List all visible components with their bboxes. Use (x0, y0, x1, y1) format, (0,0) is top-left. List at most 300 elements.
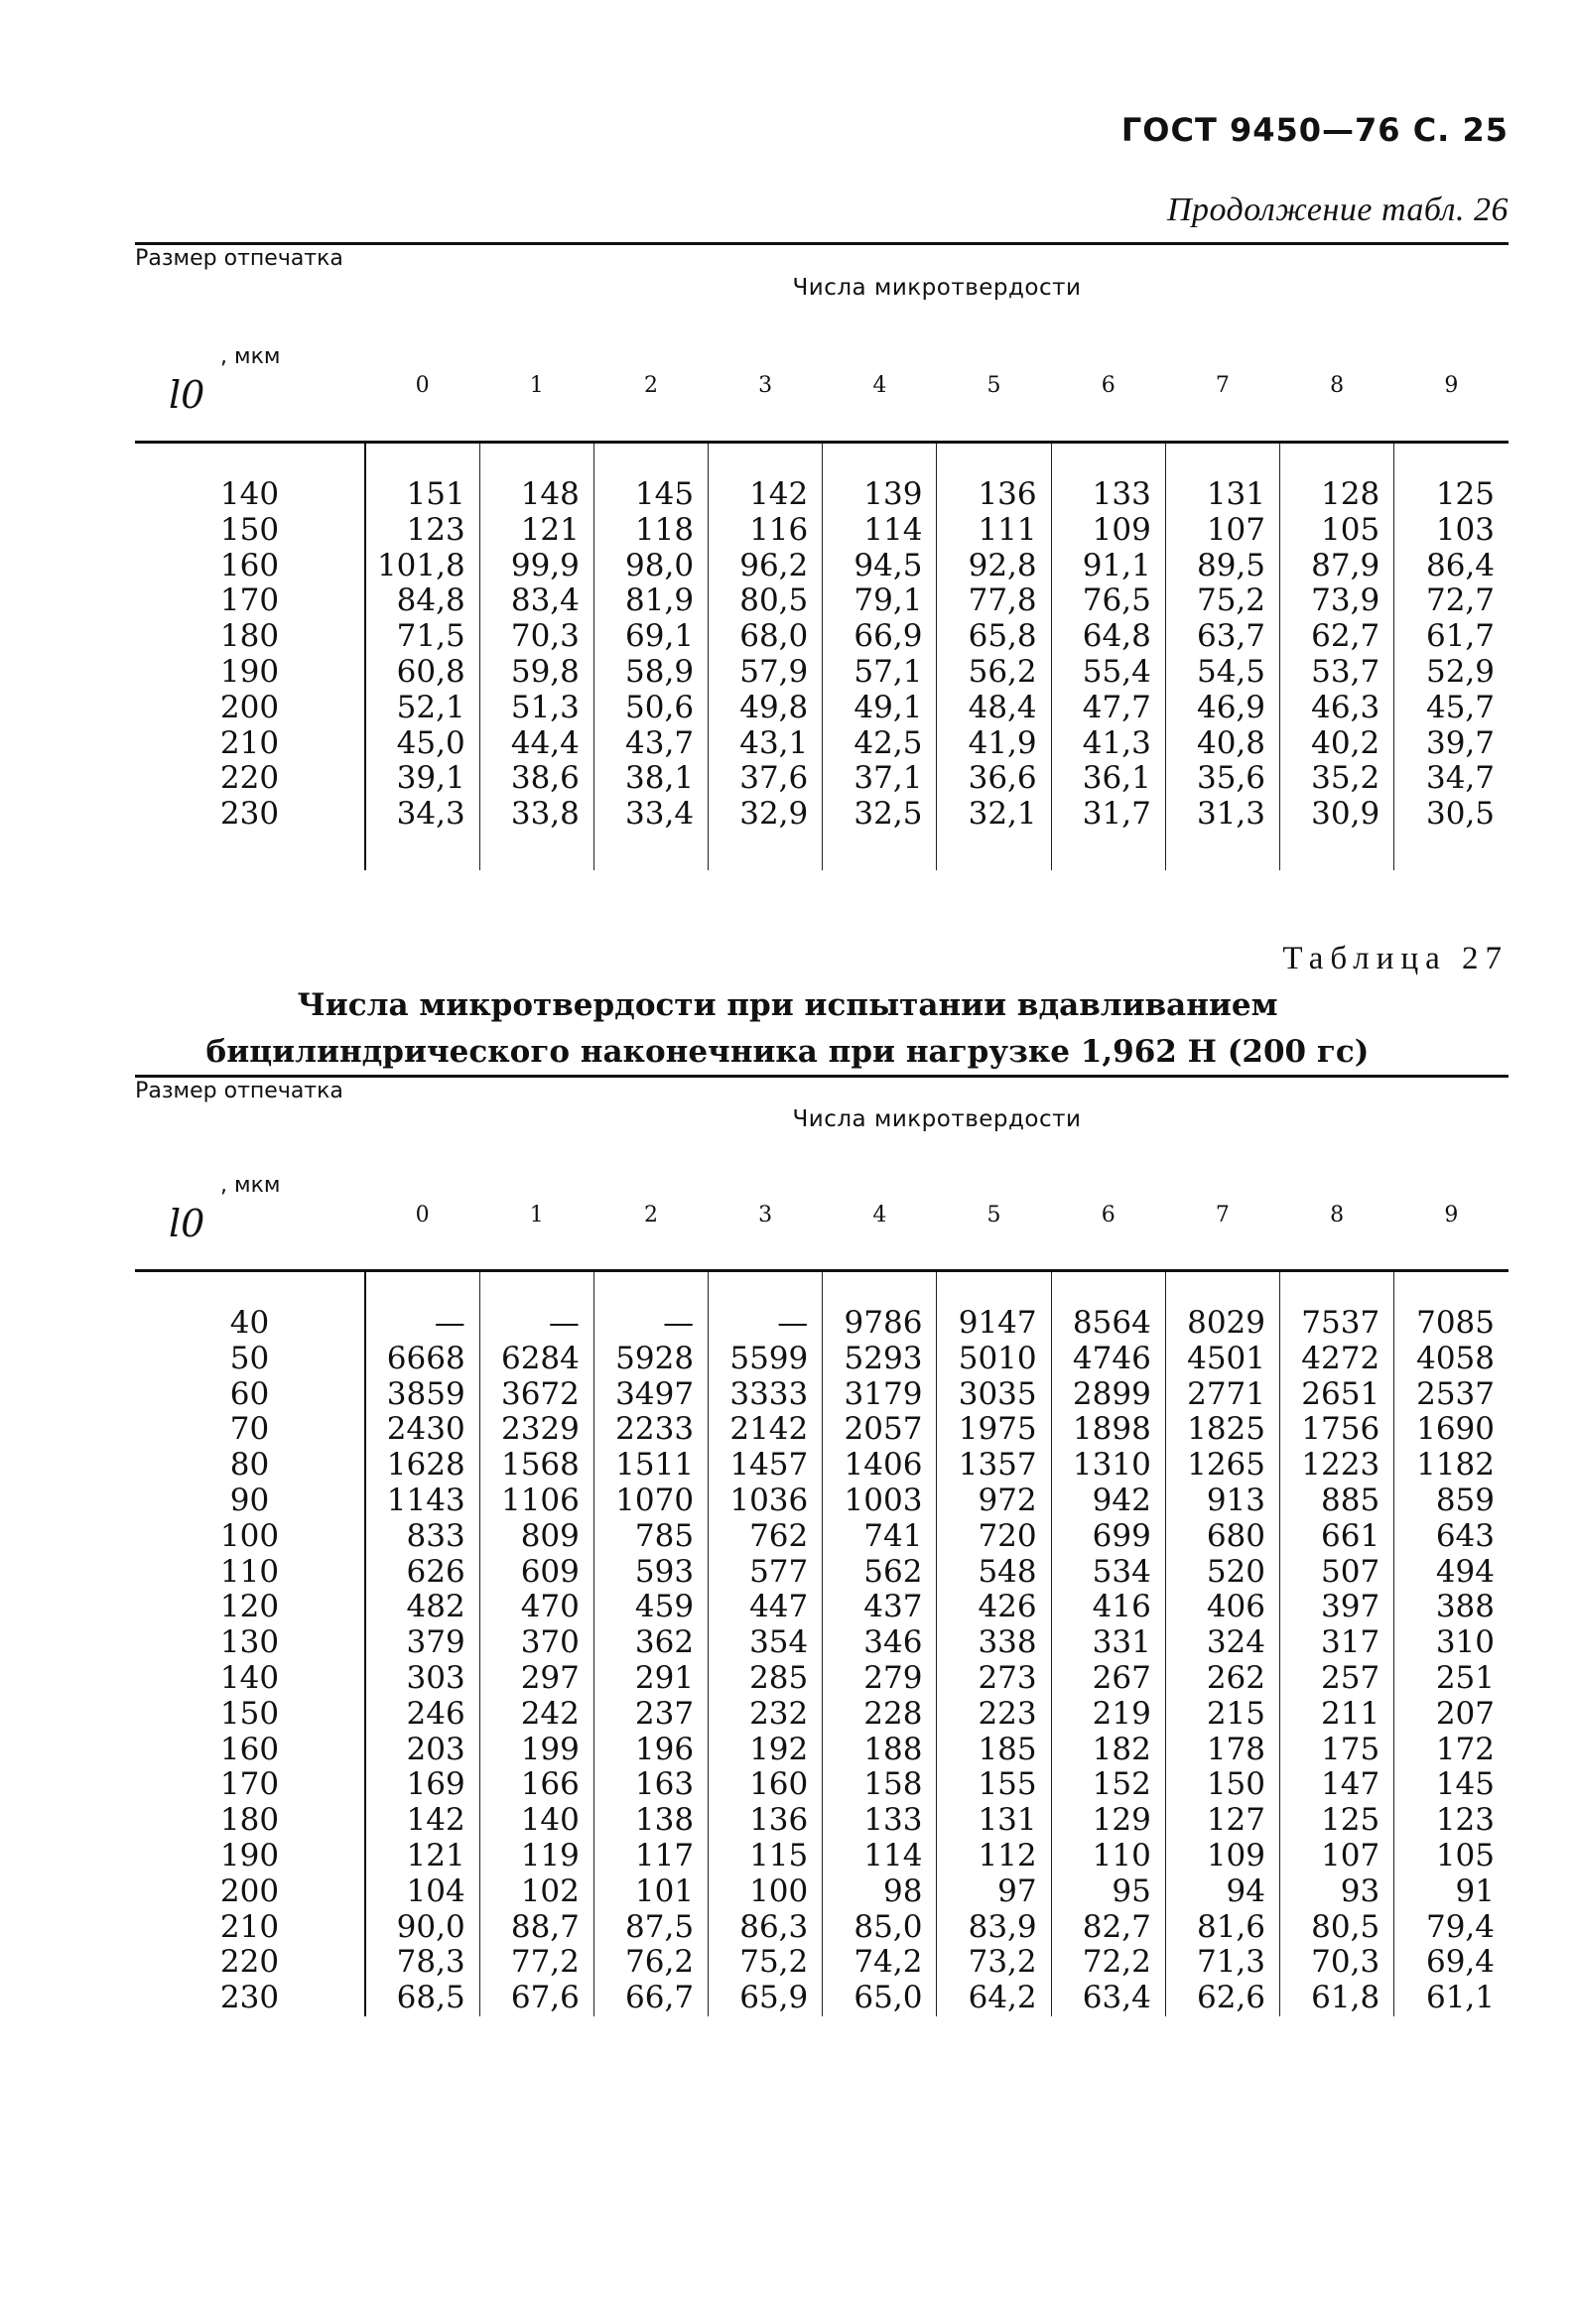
value-cell: 192 (709, 1733, 823, 1768)
value-cell: 71,5 (396, 618, 465, 655)
value-cell: 86,3 (709, 1910, 823, 1946)
table-row (135, 549, 1509, 584)
value-cell: 81,9 (593, 583, 708, 619)
spacer-cell (1394, 833, 1509, 870)
table-row (135, 1519, 1509, 1555)
value-cell: 66,7 (593, 1981, 708, 2016)
value-cell: 41,9 (937, 726, 1051, 762)
table-row (135, 1342, 1509, 1377)
value-cell: 70,3 (1280, 1945, 1394, 1981)
table27-body (135, 1271, 1509, 2016)
value-cell: 2233 (593, 1412, 708, 1448)
table-row (135, 1412, 1509, 1448)
value-cell: 4058 (1394, 1342, 1509, 1377)
value-cell: 51,3 (479, 691, 593, 726)
value-cell: 44,4 (479, 726, 593, 762)
value-cell: 1036 (709, 1484, 823, 1519)
size-symbol: l0 (169, 1202, 205, 1245)
value-cell: 548 (937, 1555, 1051, 1591)
value-cell: 150 (1165, 1767, 1279, 1803)
value-cell: 64,2 (937, 1981, 1051, 2016)
value-cell: 273 (937, 1661, 1051, 1697)
spacer-cell (1280, 833, 1394, 870)
value-cell: 75,2 (1165, 583, 1279, 619)
size-cell: 170 (135, 1767, 365, 1803)
value-cell: 72,2 (1051, 1945, 1165, 1981)
value-cell: 1975 (937, 1412, 1051, 1448)
value-cell: 37,1 (823, 761, 937, 797)
group-header: Числа микротвердости (792, 1106, 1082, 1132)
spacer-row (135, 833, 1509, 870)
value-cell: 90,0 (396, 1908, 465, 1945)
size-column-header (135, 1077, 365, 1271)
value-cell: 1003 (823, 1484, 937, 1519)
table-row (135, 1697, 1509, 1733)
value-cell: 169 (406, 1766, 465, 1803)
value-cell: 32,1 (937, 797, 1051, 833)
value-cell: 7085 (1394, 1306, 1509, 1342)
value-cell: 362 (593, 1625, 708, 1661)
value-cell: 833 (406, 1517, 465, 1554)
value-cell: 142 (709, 477, 823, 513)
value-cell: 388 (1394, 1590, 1509, 1625)
value-cell: 459 (593, 1590, 708, 1625)
value-cell: 251 (1394, 1661, 1509, 1697)
size-unit-label: , мкм (220, 344, 281, 369)
value-cell: 50,6 (593, 691, 708, 726)
table-row (135, 1661, 1509, 1697)
value-cell: 2430 (386, 1411, 465, 1448)
size-cell: 60 (135, 1377, 365, 1413)
value-cell: 331 (1051, 1625, 1165, 1661)
value-cell: 133 (823, 1803, 937, 1839)
value-cell: 507 (1280, 1555, 1394, 1591)
value-cell: 86,4 (1394, 549, 1509, 584)
size-cell: 140 (135, 1661, 365, 1697)
value-cell: 131 (937, 1803, 1051, 1839)
value-cell: 71,3 (1165, 1945, 1279, 1981)
value-cell: 62,6 (1165, 1981, 1279, 2016)
value-cell: 379 (406, 1624, 465, 1661)
value-cell: 34,3 (396, 796, 465, 833)
value-cell: 121 (479, 513, 593, 549)
value-cell: 626 (406, 1553, 465, 1590)
size-cell: 180 (135, 1803, 365, 1839)
table-row (135, 1874, 1509, 1910)
value-cell: 40,2 (1280, 726, 1394, 762)
value-cell: 60,8 (396, 653, 465, 690)
value-cell: 107 (1280, 1839, 1394, 1874)
value-cell: 35,6 (1165, 761, 1279, 797)
value-cell: 972 (937, 1484, 1051, 1519)
value-cell: 62,7 (1280, 619, 1394, 655)
size-cell: 80 (135, 1448, 365, 1484)
size-cell: 170 (135, 583, 365, 619)
spacer-cell (135, 833, 365, 870)
value-cell: 117 (593, 1839, 708, 1874)
value-cell: 77,8 (937, 583, 1051, 619)
table-row (135, 655, 1509, 691)
value-cell: 104 (406, 1872, 465, 1909)
value-cell: 262 (1165, 1661, 1279, 1697)
spacer-row (135, 443, 1509, 478)
value-cell: 160 (709, 1767, 823, 1803)
spacer-cell (1165, 443, 1279, 478)
value-cell: 147 (1280, 1767, 1394, 1803)
spacer-cell (709, 1271, 823, 1307)
value-cell: 145 (593, 477, 708, 513)
spacer-cell (823, 443, 937, 478)
table27-caption-line2: бицилиндрического наконечника при нагрузке 1,962 Н (200 гс) (205, 1034, 1370, 1070)
value-cell: 88,7 (479, 1910, 593, 1946)
value-cell: 354 (709, 1625, 823, 1661)
value-cell: 3672 (479, 1377, 593, 1413)
table-row (135, 1981, 1509, 2016)
size-cell: 180 (135, 619, 365, 655)
spacer-cell (1280, 443, 1394, 478)
value-cell: 65,0 (823, 1981, 937, 2016)
spacer-cell (479, 443, 593, 478)
value-cell: 148 (479, 477, 593, 513)
size-cell: 90 (135, 1484, 365, 1519)
value-cell: 859 (1394, 1484, 1509, 1519)
value-cell: 74,2 (823, 1945, 937, 1981)
size-cell: 160 (135, 549, 365, 584)
value-cell: 68,0 (709, 619, 823, 655)
value-cell: 115 (709, 1839, 823, 1874)
value-cell: 80,5 (709, 583, 823, 619)
value-cell: 127 (1165, 1803, 1279, 1839)
value-cell: 31,3 (1165, 797, 1279, 833)
value-cell: 38,1 (593, 761, 708, 797)
value-cell: 89,5 (1165, 549, 1279, 584)
value-cell: 370 (479, 1625, 593, 1661)
spacer-cell (365, 443, 479, 478)
table-row (135, 797, 1509, 833)
spacer-cell (937, 443, 1051, 478)
value-cell: 207 (1394, 1697, 1509, 1733)
digit-header: 5 (986, 1203, 1001, 1227)
value-cell: 196 (593, 1733, 708, 1768)
value-cell: 128 (1280, 477, 1394, 513)
value-cell: 125 (1394, 477, 1509, 513)
spacer-cell (1051, 1271, 1165, 1307)
value-cell: 447 (709, 1590, 823, 1625)
value-cell: 101,8 (376, 547, 465, 583)
value-cell: 4501 (1165, 1342, 1279, 1377)
size-symbol: l0 (169, 373, 205, 417)
table-26 (135, 242, 1509, 870)
value-cell: 119 (479, 1839, 593, 1874)
spacer-cell (1165, 833, 1279, 870)
table-row (135, 1803, 1509, 1839)
value-cell: 246 (406, 1695, 465, 1732)
value-cell: 4746 (1051, 1342, 1165, 1377)
value-cell: 129 (1051, 1803, 1165, 1839)
size-cell: 190 (135, 655, 365, 691)
value-cell: 279 (823, 1661, 937, 1697)
value-cell: 105 (1394, 1839, 1509, 1874)
value-cell: 9147 (937, 1306, 1051, 1342)
size-label: Размер отпечатка (135, 1079, 343, 1103)
value-cell: 30,5 (1394, 797, 1509, 833)
spacer-cell (937, 1271, 1051, 1307)
value-cell: 762 (709, 1519, 823, 1555)
table-row (135, 1767, 1509, 1803)
value-cell: 111 (937, 513, 1051, 549)
value-cell: 94,5 (823, 549, 937, 584)
value-cell: 8029 (1165, 1306, 1279, 1342)
value-cell: 219 (1051, 1697, 1165, 1733)
value-cell: 158 (823, 1767, 937, 1803)
size-cell: 230 (135, 797, 365, 833)
size-cell: 200 (135, 691, 365, 726)
value-cell: 83,9 (937, 1910, 1051, 1946)
value-cell: 73,2 (937, 1945, 1051, 1981)
value-cell: 102 (479, 1874, 593, 1910)
value-cell: 1182 (1394, 1448, 1509, 1484)
value-cell: 96,2 (709, 549, 823, 584)
value-cell: 242 (479, 1697, 593, 1733)
value-cell: 45,0 (396, 724, 465, 761)
size-cell: 100 (135, 1519, 365, 1555)
value-cell: 38,6 (479, 761, 593, 797)
value-cell: 85,0 (823, 1910, 937, 1946)
value-cell: 63,7 (1165, 619, 1279, 655)
digit-header: 3 (758, 1203, 773, 1227)
digit-header: 8 (1330, 373, 1345, 398)
value-cell: 178 (1165, 1733, 1279, 1768)
value-cell: 94 (1165, 1874, 1279, 1910)
value-cell: 1223 (1280, 1448, 1394, 1484)
table-27 (135, 1075, 1509, 2016)
value-cell: 913 (1165, 1484, 1279, 1519)
digit-header: 0 (415, 1203, 430, 1227)
size-label: Размер отпечатка (135, 246, 343, 271)
value-cell: 31,7 (1051, 797, 1165, 833)
value-cell: 84,8 (396, 582, 465, 619)
digit-header: 7 (1215, 1203, 1230, 1227)
value-cell: 317 (1280, 1625, 1394, 1661)
value-cell: 65,8 (937, 619, 1051, 655)
value-cell: 2057 (823, 1412, 937, 1448)
table-row (135, 1945, 1509, 1981)
spacer-cell (479, 833, 593, 870)
value-cell: 56,2 (937, 655, 1051, 691)
value-cell: 809 (479, 1519, 593, 1555)
digit-header: 7 (1215, 373, 1230, 398)
table-row (135, 1377, 1509, 1413)
value-cell: 105 (1280, 513, 1394, 549)
value-cell: 136 (937, 477, 1051, 513)
value-cell: 5599 (709, 1342, 823, 1377)
value-cell: 125 (1280, 1803, 1394, 1839)
value-cell: 61,7 (1394, 619, 1509, 655)
digit-header: 2 (643, 373, 658, 398)
value-cell: 3333 (709, 1377, 823, 1413)
value-cell: 118 (593, 513, 708, 549)
value-cell: 7537 (1280, 1306, 1394, 1342)
value-cell: 172 (1394, 1733, 1509, 1768)
value-cell: 6668 (386, 1340, 465, 1376)
size-cell: 150 (135, 513, 365, 549)
digit-header: 6 (1101, 373, 1116, 398)
value-cell: 470 (479, 1590, 593, 1625)
size-cell: 70 (135, 1412, 365, 1448)
value-cell: 57,1 (823, 655, 937, 691)
spacer-cell (1394, 443, 1509, 478)
value-cell: 43,1 (709, 726, 823, 762)
value-cell: 228 (823, 1697, 937, 1733)
value-cell: 82,7 (1051, 1910, 1165, 1946)
digit-header: 6 (1101, 1203, 1116, 1227)
size-cell: 40 (135, 1306, 365, 1342)
value-cell: 152 (1051, 1767, 1165, 1803)
value-cell: 211 (1280, 1697, 1394, 1733)
value-cell: 45,7 (1394, 691, 1509, 726)
table-row (135, 726, 1509, 762)
value-cell: 114 (823, 1839, 937, 1874)
value-cell: 72,7 (1394, 583, 1509, 619)
table-row (135, 691, 1509, 726)
table26-body (135, 443, 1509, 870)
value-cell: 562 (823, 1555, 937, 1591)
value-cell: 303 (406, 1659, 465, 1696)
value-cell: 100 (709, 1874, 823, 1910)
value-cell: 785 (593, 1519, 708, 1555)
value-cell: 5293 (823, 1342, 937, 1377)
value-cell: 107 (1165, 513, 1279, 549)
value-cell: 324 (1165, 1625, 1279, 1661)
table-row (135, 1590, 1509, 1625)
value-cell: 1406 (823, 1448, 937, 1484)
value-cell: 437 (823, 1590, 937, 1625)
value-cell: 47,7 (1051, 691, 1165, 726)
size-cell: 50 (135, 1342, 365, 1377)
value-cell: 2899 (1051, 1377, 1165, 1413)
size-cell: 120 (135, 1590, 365, 1625)
value-cell: 1106 (479, 1484, 593, 1519)
size-cell: 210 (135, 1910, 365, 1946)
value-cell: 346 (823, 1625, 937, 1661)
digit-header: 9 (1444, 373, 1459, 398)
value-cell: 297 (479, 1661, 593, 1697)
value-cell: 3179 (823, 1377, 937, 1413)
size-cell: 150 (135, 1697, 365, 1733)
digit-header: 3 (758, 373, 773, 398)
value-cell: 53,7 (1280, 655, 1394, 691)
value-cell: 1265 (1165, 1448, 1279, 1484)
digit-header: 2 (643, 1203, 658, 1227)
value-cell: 285 (709, 1661, 823, 1697)
value-cell: 188 (823, 1733, 937, 1768)
value-cell: 2142 (709, 1412, 823, 1448)
value-cell: 97 (937, 1874, 1051, 1910)
size-unit-label: , мкм (220, 1173, 281, 1198)
value-cell: 99,9 (479, 549, 593, 584)
digit-header: 5 (986, 373, 1001, 398)
value-cell: 76,5 (1051, 583, 1165, 619)
table-row (135, 761, 1509, 797)
value-cell: 123 (406, 511, 465, 548)
value-cell: 46,9 (1165, 691, 1279, 726)
spacer-cell (1051, 833, 1165, 870)
value-cell: 163 (593, 1767, 708, 1803)
value-cell: 1070 (593, 1484, 708, 1519)
value-cell: 42,5 (823, 726, 937, 762)
value-cell: 133 (1051, 477, 1165, 513)
value-cell: 1568 (479, 1448, 593, 1484)
size-cell: 130 (135, 1625, 365, 1661)
value-cell: 32,9 (709, 797, 823, 833)
value-cell: 885 (1280, 1484, 1394, 1519)
value-cell: 123 (1394, 1803, 1509, 1839)
value-cell: 103 (1394, 513, 1509, 549)
spacer-cell (937, 833, 1051, 870)
spacer-row (135, 1271, 1509, 1307)
value-cell: 9786 (823, 1306, 937, 1342)
size-cell: 160 (135, 1733, 365, 1768)
value-cell: 98 (823, 1874, 937, 1910)
spacer-cell (365, 1271, 479, 1307)
value-cell: 114 (823, 513, 937, 549)
value-cell: 75,2 (709, 1945, 823, 1981)
size-cell: 110 (135, 1555, 365, 1591)
value-cell: 426 (937, 1590, 1051, 1625)
value-cell: 1825 (1165, 1412, 1279, 1448)
spacer-cell (823, 1271, 937, 1307)
value-cell: 63,4 (1051, 1981, 1165, 2016)
value-cell: 140 (479, 1803, 593, 1839)
value-cell: 1143 (386, 1482, 465, 1518)
value-cell: 2651 (1280, 1377, 1394, 1413)
value-cell: 1690 (1394, 1412, 1509, 1448)
value-cell: 593 (593, 1555, 708, 1591)
value-cell: 52,1 (396, 689, 465, 725)
value-cell: 267 (1051, 1661, 1165, 1697)
size-cell: 220 (135, 1945, 365, 1981)
value-cell: 33,8 (479, 797, 593, 833)
spacer-cell (135, 443, 365, 478)
spacer-cell (823, 833, 937, 870)
value-cell: 39,1 (396, 760, 465, 797)
value-cell: 55,4 (1051, 655, 1165, 691)
value-cell: 58,9 (593, 655, 708, 691)
value-cell: 64,8 (1051, 619, 1165, 655)
value-cell: 5010 (937, 1342, 1051, 1377)
value-cell: 237 (593, 1697, 708, 1733)
value-cell: 83,4 (479, 583, 593, 619)
value-cell: 2329 (479, 1412, 593, 1448)
value-cell: 78,3 (396, 1944, 465, 1981)
spacer-cell (1394, 1271, 1509, 1307)
value-cell: 3035 (937, 1377, 1051, 1413)
value-cell: 397 (1280, 1590, 1394, 1625)
value-cell: — (434, 1305, 465, 1341)
value-cell: 70,3 (479, 619, 593, 655)
value-cell: 136 (709, 1803, 823, 1839)
digit-header: 0 (415, 373, 430, 398)
value-cell: 95 (1051, 1874, 1165, 1910)
value-cell: 138 (593, 1803, 708, 1839)
value-cell: 661 (1280, 1519, 1394, 1555)
table-row (135, 1839, 1509, 1874)
value-cell: 534 (1051, 1555, 1165, 1591)
table-row (135, 583, 1509, 619)
value-cell: 121 (406, 1837, 465, 1873)
table-row (135, 513, 1509, 549)
value-cell: 41,3 (1051, 726, 1165, 762)
